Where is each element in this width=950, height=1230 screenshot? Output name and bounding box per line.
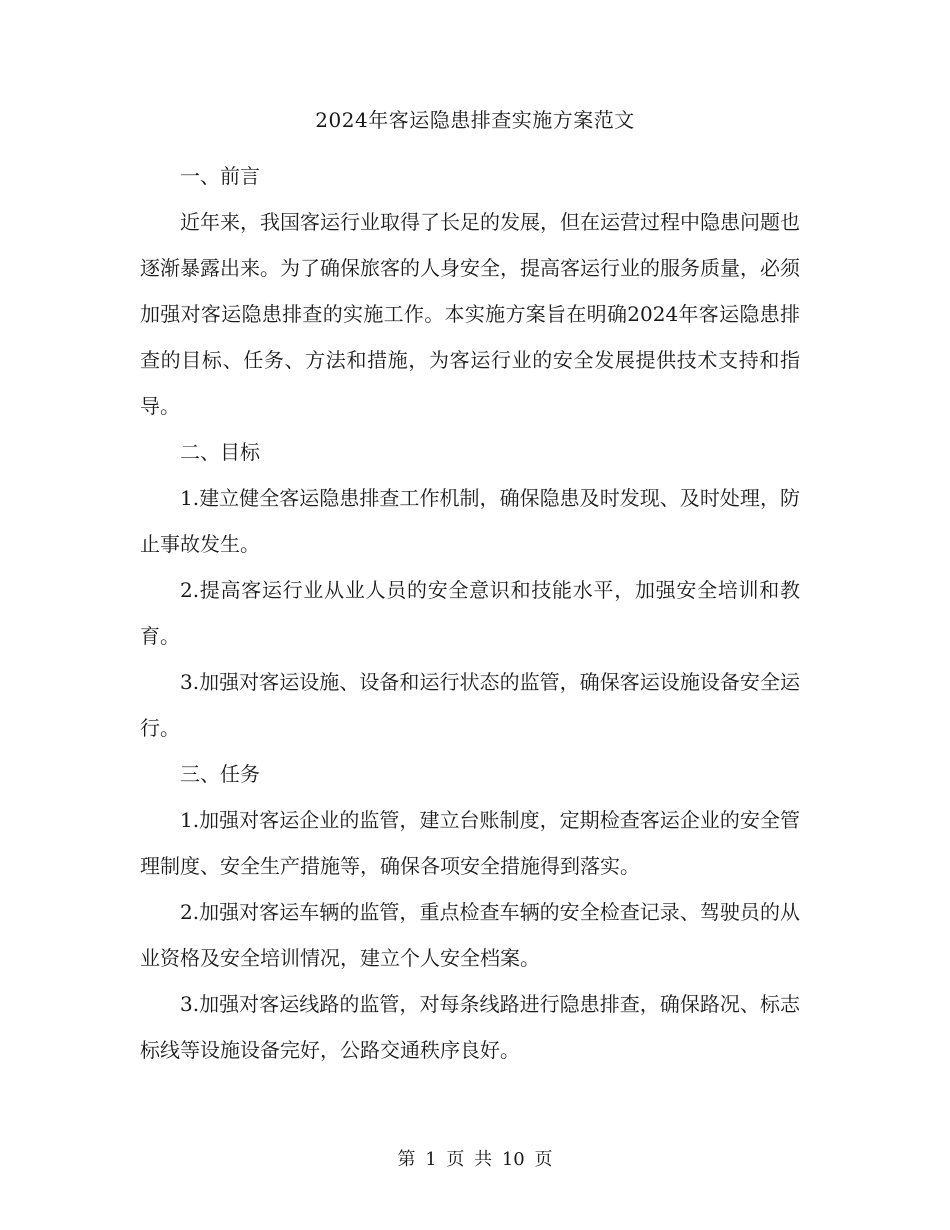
document-body — [140, 153, 800, 1073]
task-item-3: 3.加强对客运线路的监管，对每条线路进行隐患排查，确保路况、标志标线等设施设备完好，公路交通秩序良好。 — [140, 992, 800, 1062]
goal-item-3: 3.加强对客运设施、设备和运行状态的监管，确保客运设施设备安全运行。 — [140, 670, 800, 740]
paragraph-introduction: 近年来，我国客运行业取得了长足的发展，但在运营过程中隐患问题也逐渐暴露出来。为了确保旅客的人身安全，提高客运行业的服务质量，必须加强对客运隐患排查的实施工作。本实施方案旨在明确2024年客运隐患排查的目标、任务、方法和措施，为客运行业的安全发展提供技术支持和指导。 — [140, 210, 800, 418]
section-heading-goals: 二、目标 — [180, 440, 260, 464]
goal-item-1: 1.建立健全客运隐患排查工作机制，确保隐患及时发现、及时处理，防止事故发生。 — [140, 486, 800, 556]
page-number-footer: 第 1 页 共 10 页 — [397, 1149, 553, 1170]
task-item-1: 1.加强对客运企业的监管，建立台账制度，定期检查客运企业的安全管理制度、安全生产措施等，确保各项安全措施得到落实。 — [140, 808, 800, 878]
section-heading-tasks: 三、任务 — [180, 762, 260, 786]
task-item-2: 2.加强对客运车辆的监管，重点检查车辆的安全检查记录、驾驶员的从业资格及安全培训情况，建立个人安全档案。 — [140, 900, 800, 970]
section-heading-preface: 一、前言 — [180, 164, 260, 188]
document-title: 2024年客运隐患排查实施方案范文 — [315, 108, 635, 132]
goal-item-2: 2.提高客运行业从业人员的安全意识和技能水平，加强安全培训和教育。 — [140, 578, 800, 648]
